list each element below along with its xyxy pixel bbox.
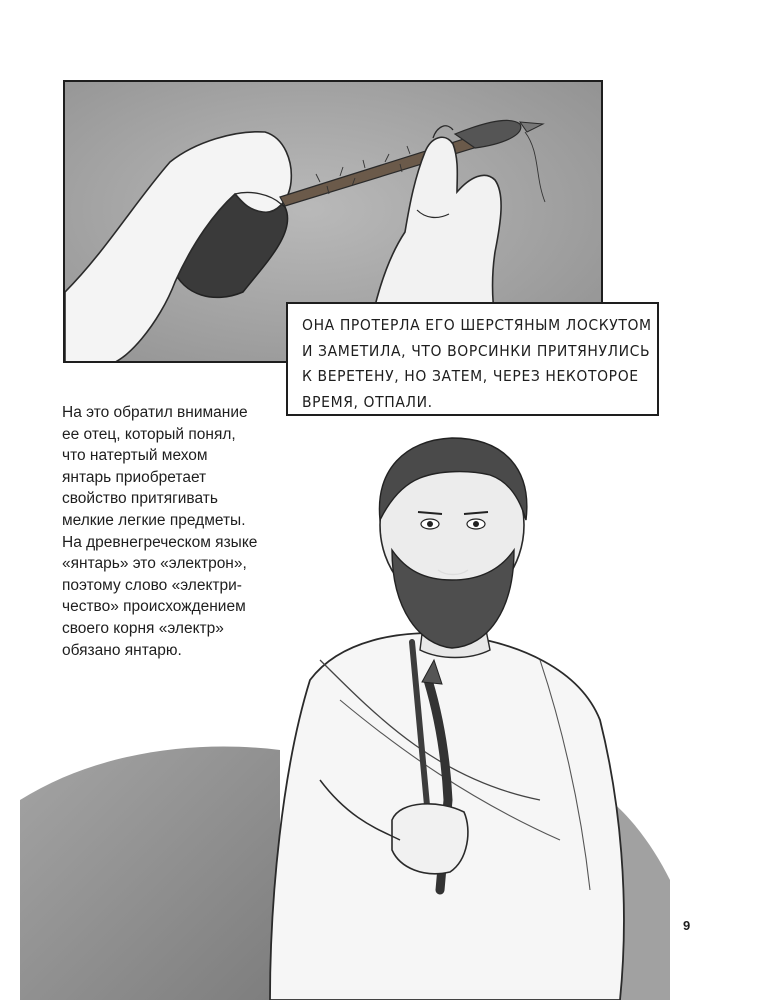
caption-line: ОНА ПРОТЕРЛА ЕГО ШЕРСТЯНЫМ ЛОСКУТОМ (302, 316, 652, 334)
background-wash (20, 747, 280, 1000)
body-line: что натертый мехом (62, 447, 208, 465)
caption-box (286, 302, 659, 416)
body-line: На это обратил внимание (62, 404, 248, 421)
body-line: своего корня «электр» (62, 619, 224, 637)
body-line: чество» происхождением (62, 598, 246, 616)
body-line: свойство притягивать (62, 490, 218, 508)
man-hand (392, 804, 468, 874)
body-line: мелкие легкие предметы. (62, 511, 246, 529)
body-line: обязано янтарю. (62, 641, 182, 659)
body-line: поэтому слово «электри- (62, 576, 242, 594)
body-line: «янтарь» это «электрон», (62, 555, 247, 573)
body-line: янтарь приобретает (62, 468, 207, 486)
body-line: ее отец, который понял, (62, 425, 236, 443)
body-line: На древнегреческом языке (62, 533, 258, 551)
caption-line: И ЗАМЕТИЛА, ЧТО ВОРСИНКИ ПРИТЯНУЛИСЬ (302, 341, 651, 360)
body-paragraph (62, 402, 292, 661)
caption-line: К ВЕРЕТЕНУ, НО ЗАТЕМ, ЧЕРЕЗ НЕКОТОРОЕ (302, 367, 639, 385)
page-number: 9 (683, 918, 691, 933)
caption-line: ВРЕМЯ, ОТПАЛИ. (302, 392, 433, 411)
